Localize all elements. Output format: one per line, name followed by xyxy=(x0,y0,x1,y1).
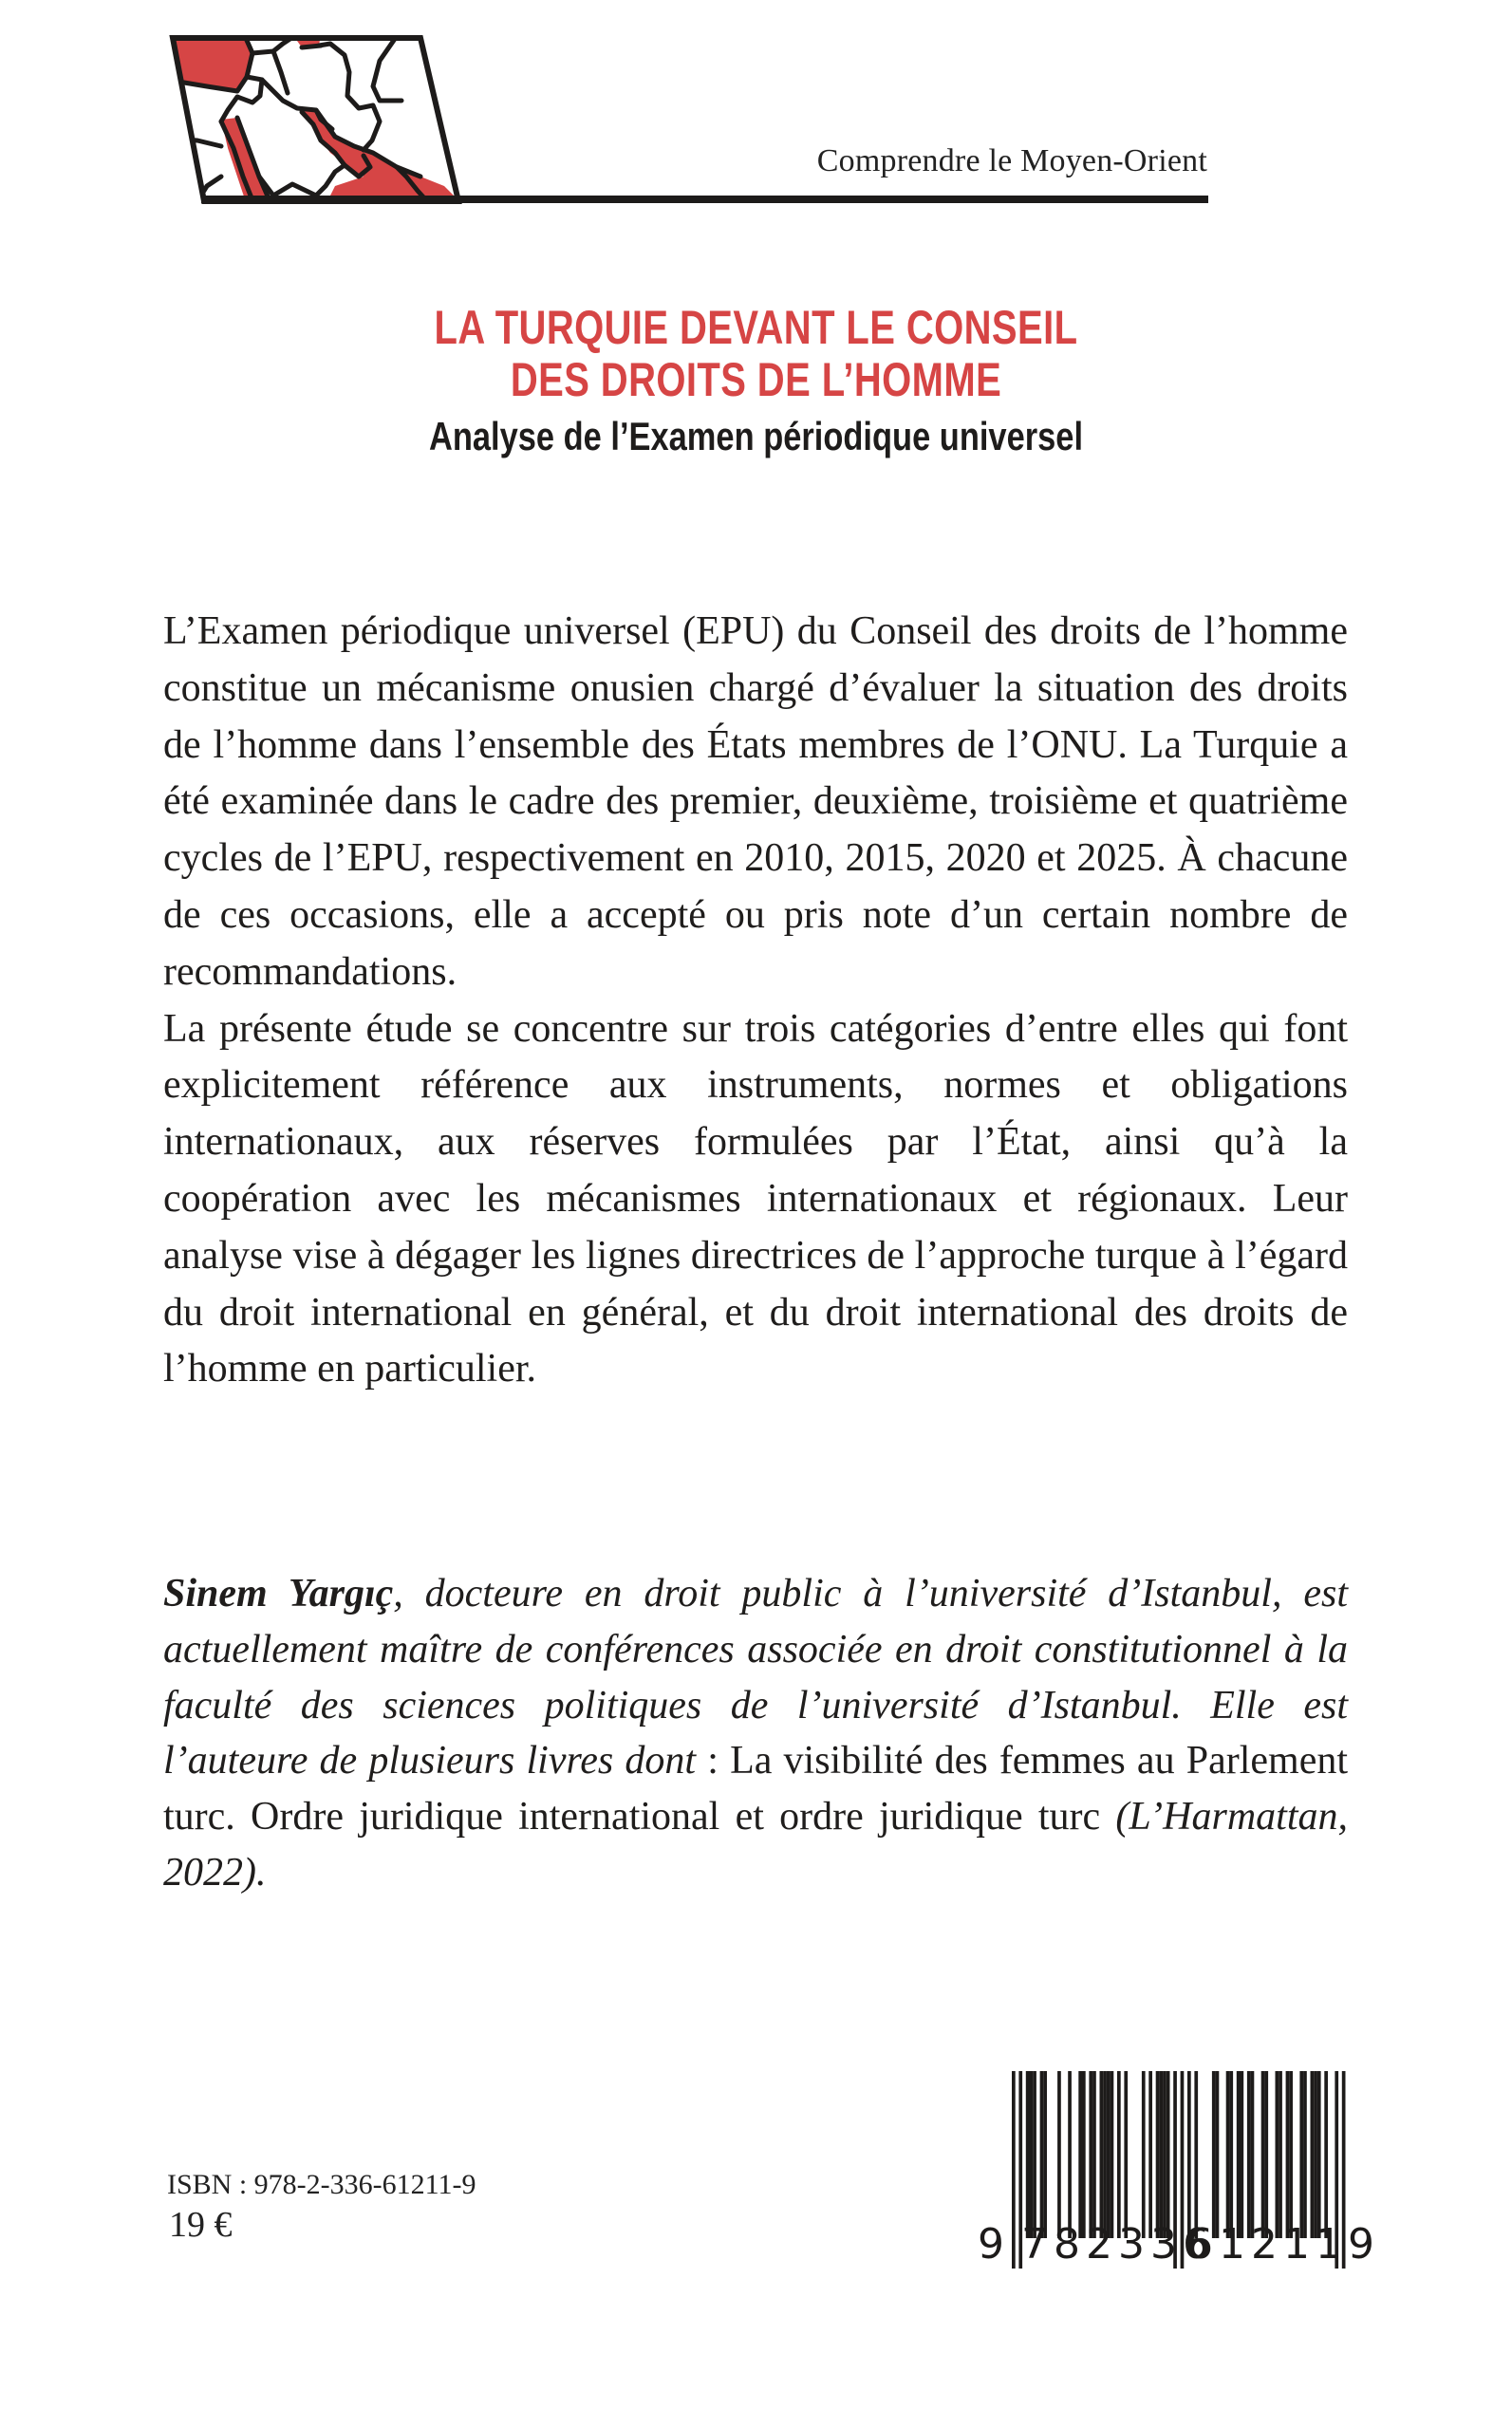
summary-paragraph-2: La présente étude se concentre sur trois catégories d’entre elles qui font explicitement référence aux instruments, normes et obligations internationaux, aux réserves formulées par l’État, ainsi qu’à la coopération avec les mécanismes internationaux et régionaux. Leur analyse vise à dégager les lignes directrices de l’approche turque à l’égard du droit international en général, et du droit international des droits de l’homme en particulier. xyxy=(163,1006,1348,1391)
author-name: Sinem Yargıç xyxy=(163,1572,394,1615)
series-name: Comprendre le Moyen-Orient xyxy=(816,143,1207,178)
book-title-line-2: DES DROITS DE L’HOMME xyxy=(510,353,1002,406)
summary-paragraph-1: L’Examen périodique universel (EPU) du Conseil des droits de l’homme constitue un mécanisme onusien chargé d’évaluer la situation des droits de l’homme dans l’ensemble des États membres de l’ONU. La Turquie a été examinée dans le cadre des premier, deuxième, troisième et quatrième cycles de l’EPU, respectivement en 2010, 2015, 2020 et 2025. À chacune de ces occasions, elle a accepté ou pris note d’un certain nombre de recommandations. xyxy=(163,609,1348,994)
author-bio-text: , docteure en droit public à l’université d’Istanbul, est actuellement maître de conférences associée en droit constitutionnel à la faculté des sciences politiques de l’université d’Istanbul. Elle est l’auteure de plusieurs livres dont xyxy=(163,1572,1348,1783)
isbn-label: ISBN : 978-2-336-61211-9 xyxy=(167,2169,476,2200)
barcode-first-digit: 9 xyxy=(978,2220,1004,2269)
author-bio xyxy=(163,1566,1348,1901)
series-rule-divider xyxy=(201,196,1208,203)
middle-east-map-icon xyxy=(169,34,463,205)
author-books: La visibilité des femmes au Parlement turc. Ordre juridique international et ordre juridique turc xyxy=(163,1739,1348,1839)
barcode-left-digits: 782336 xyxy=(1021,2220,1215,2269)
price-label: 19 € xyxy=(169,2205,233,2245)
book-subtitle: Analyse de l’Examen périodique universel xyxy=(428,414,1084,458)
book-title-line-1: LA TURQUIE DEVANT LE CONSEIL xyxy=(434,301,1078,354)
barcode-right-digits: 612119 xyxy=(1186,2220,1380,2269)
author-bio-separator: : xyxy=(696,1739,731,1783)
book-summary xyxy=(163,604,1348,1398)
author-bio-paragraph xyxy=(163,1566,1348,1901)
author-books-publisher: (L’Harmattan, 2022). xyxy=(163,1795,1348,1895)
book-title-block xyxy=(0,302,1512,465)
